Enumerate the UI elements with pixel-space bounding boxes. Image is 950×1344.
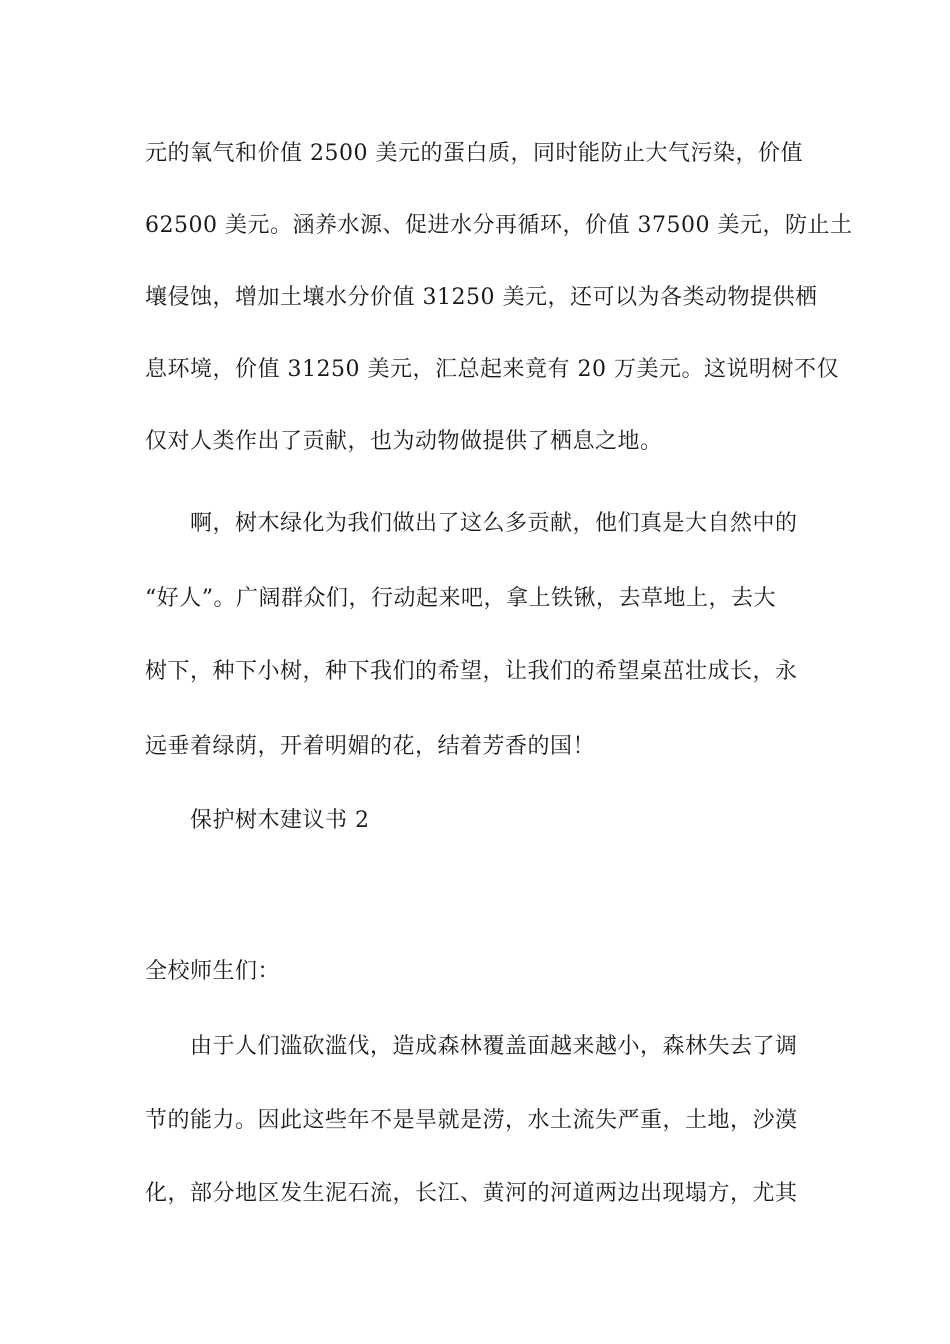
paragraph-line: 由于人们滥砍滥伐，造成森林覆盖面越来越小，森林失去了调 xyxy=(190,1034,798,1059)
paragraph-line: 仅对人类作出了贡献，也为动物做提供了栖息之地。 xyxy=(145,429,663,454)
paragraph-line: 节的能力。因此这些年不是旱就是涝，水土流失严重，土地，沙漠 xyxy=(145,1108,798,1133)
section-title: 保护树木建议书 2 xyxy=(190,808,370,833)
salutation: 全校师生们： xyxy=(145,959,281,984)
paragraph-line: 化，部分地区发生泥石流，长江、黄河的河道两边出现塌方，尤其 xyxy=(145,1181,798,1206)
paragraph-line: 啊，树木绿化为我们做出了这么多贡献，他们真是大自然中的 xyxy=(190,511,798,536)
paragraph-line: 远垂着绿荫，开着明媚的花，结着芳香的国！ xyxy=(145,734,596,759)
paragraph-line: 息环境，价值 31250 美元，汇总起来竟有 20 万美元。这说明树不仅 xyxy=(145,357,839,382)
paragraph-line: 62500 美元。涵养水源、促进水分再循环，价值 37500 美元，防止土 xyxy=(145,213,853,238)
paragraph-line: 树下，种下小树，种下我们的希望，让我们的希望桌茁壮成长，永 xyxy=(145,659,798,684)
paragraph-line: 元的氧气和价值 2500 美元的蛋白质，同时能防止大气污染，价值 xyxy=(145,141,803,166)
paragraph-line: “好人”。广阔群众们，行动起来吧，拿上铁锹，去草地上，去大 xyxy=(145,586,776,611)
paragraph-line: 壤侵蚀，增加土壤水分价值 31250 美元，还可以为各类动物提供栖 xyxy=(145,285,818,310)
